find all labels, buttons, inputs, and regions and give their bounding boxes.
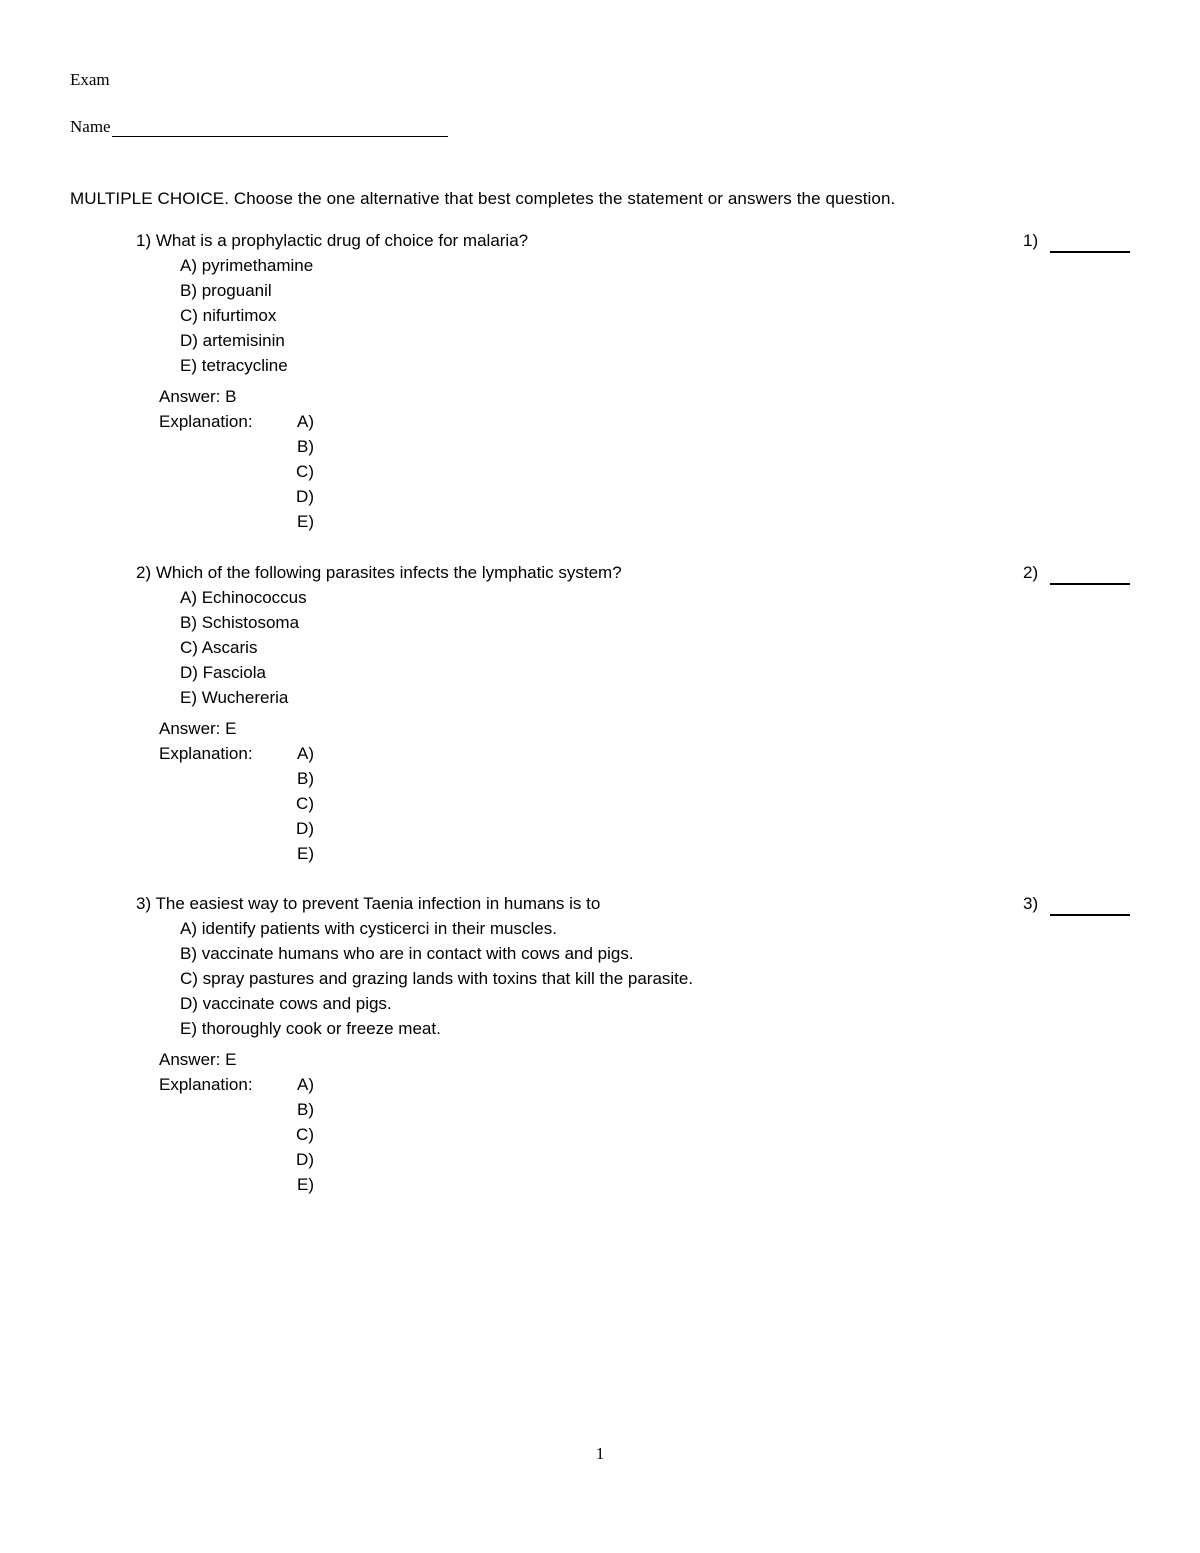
explanation-d: D) [296, 819, 314, 838]
choice-c: C) spray pastures and grazing lands with toxins that kill the parasite. [180, 969, 694, 988]
name-label: Name [70, 117, 111, 136]
answer-key: Answer: E [159, 719, 237, 738]
question-stem: 3) The easiest way to prevent Taenia infection in humans is to [136, 894, 601, 913]
choice-b: B) proguanil [180, 281, 272, 300]
explanation-c: C) [296, 1125, 314, 1144]
explanation-d: D) [296, 1150, 314, 1169]
explanation-a: A) [297, 412, 314, 431]
answer-key: Answer: B [159, 387, 237, 406]
choice-d: D) Fasciola [180, 663, 266, 682]
choice-e: E) thoroughly cook or freeze meat. [180, 1019, 441, 1038]
name-field[interactable] [70, 117, 448, 137]
explanation-label: Explanation: [159, 744, 253, 763]
choice-c: C) nifurtimox [180, 306, 277, 325]
instructions: MULTIPLE CHOICE. Choose the one alternative that best completes the statement or answers the question. [70, 189, 896, 208]
explanation-label: Explanation: [159, 1075, 253, 1094]
answer-blank-line[interactable] [1050, 583, 1130, 585]
explanation-d: D) [296, 487, 314, 506]
exam-title: Exam [70, 70, 110, 89]
choice-e: E) tetracycline [180, 356, 288, 375]
choice-d: D) vaccinate cows and pigs. [180, 994, 392, 1013]
name-blank-line[interactable] [112, 120, 448, 137]
answer-blank-line[interactable] [1050, 251, 1130, 253]
choice-c: C) Ascaris [180, 638, 258, 657]
page-number: 1 [595, 1444, 605, 1463]
explanation-label: Explanation: [159, 412, 253, 431]
explanation-b: B) [297, 1100, 314, 1119]
choice-b: B) Schistosoma [180, 613, 300, 632]
explanation-a: A) [297, 744, 314, 763]
explanation-b: B) [297, 769, 314, 788]
explanation-e: E) [297, 844, 314, 863]
choice-b: B) vaccinate humans who are in contact with cows and pigs. [180, 944, 634, 963]
explanation-e: E) [297, 1175, 314, 1194]
question-stem: 1) What is a prophylactic drug of choice for malaria? [136, 231, 529, 250]
choice-e: E) Wuchereria [180, 688, 289, 707]
explanation-e: E) [297, 512, 314, 531]
choice-a: A) Echinococcus [180, 588, 307, 607]
explanation-b: B) [297, 437, 314, 456]
answer-number: 1) [1023, 231, 1039, 250]
answer-key: Answer: E [159, 1050, 237, 1069]
explanation-a: A) [297, 1075, 314, 1094]
answer-number: 3) [1023, 894, 1039, 913]
answer-blank-line[interactable] [1050, 914, 1130, 916]
question-stem: 2) Which of the following parasites infects the lymphatic system? [136, 563, 622, 582]
explanation-c: C) [296, 462, 314, 481]
choice-a: A) pyrimethamine [180, 256, 314, 275]
choice-d: D) artemisinin [180, 331, 285, 350]
choice-a: A) identify patients with cysticerci in their muscles. [180, 919, 557, 938]
answer-number: 2) [1023, 563, 1039, 582]
explanation-c: C) [296, 794, 314, 813]
